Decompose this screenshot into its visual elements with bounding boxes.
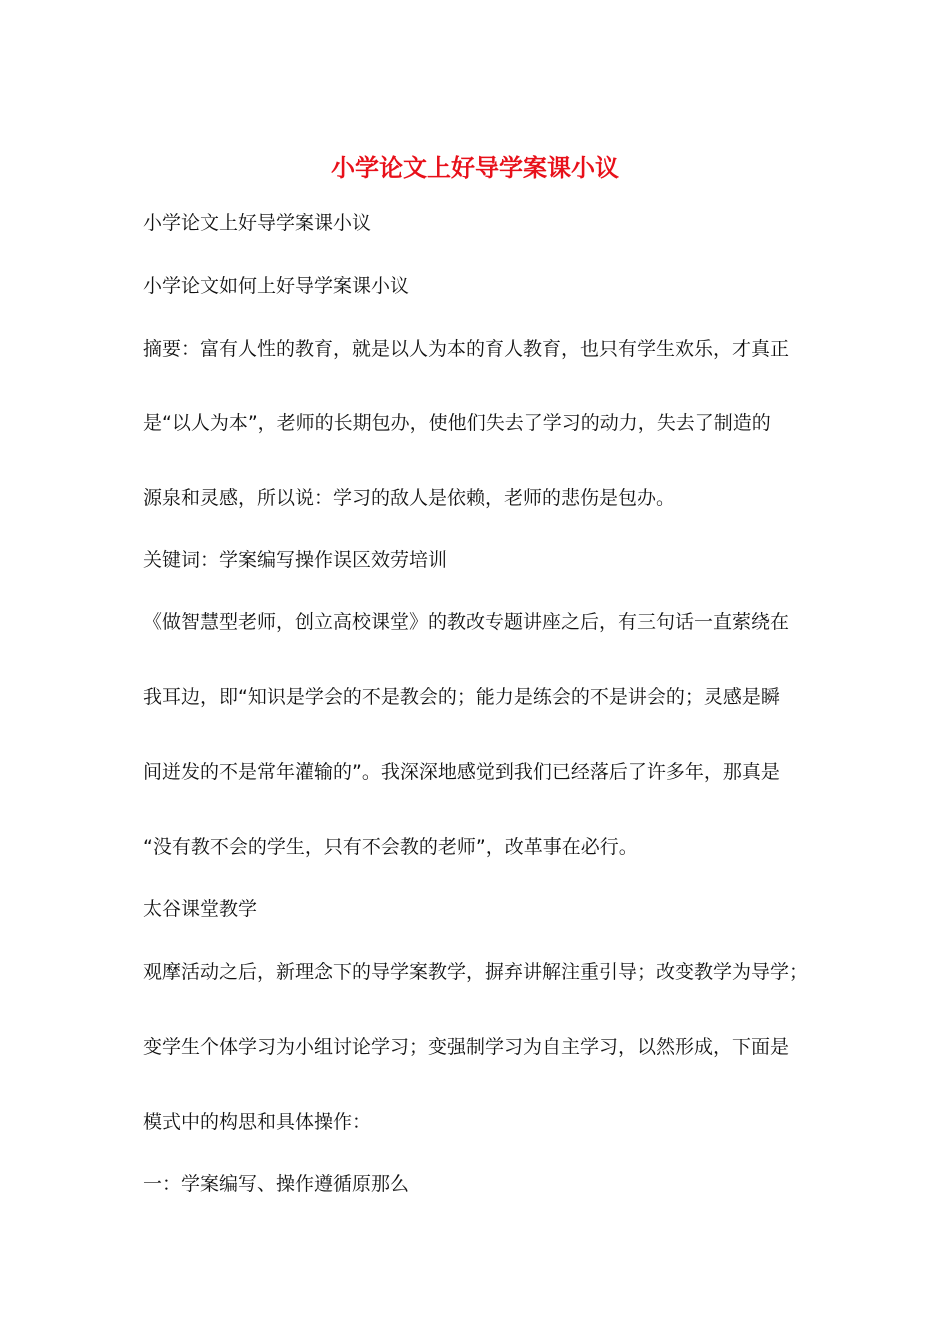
body-paragraph-1-line-2: 我耳边，即“知识是学会的不是教会的；能力是练会的不是讲会的；灵感是瞬 (143, 686, 780, 708)
body-paragraph-2-line-2: 变学生个体学习为小组讨论学习；变强制学习为自主学习，以然形成，下面是 (143, 1036, 790, 1058)
keywords-line: 关键词：学案编写操作误区效劳培训 (143, 549, 448, 571)
heading-one-line: 一：学案编写、操作遵循原那么 (143, 1173, 410, 1195)
document-title: 小学论文上好导学案课小议 (331, 153, 619, 182)
body-paragraph-1-line-3: 间迸发的不是常年灌输的”。我深深地感觉到我们已经落后了许多年，那真是 (143, 761, 780, 783)
abstract-line-3: 源泉和灵感，所以说：学习的敌人是依赖，老师的悲伤是包办。 (143, 487, 676, 509)
body-paragraph-2-line-1: 观摩活动之后，新理念下的导学案教学，摒弃讲解注重引导；改变教学为导学； (143, 961, 809, 983)
body-paragraph-2-line-3: 模式中的构思和具体操作： (143, 1111, 372, 1133)
body-paragraph-1-line-1: 《做智慧型老师，创立高校课堂》的教改专题讲座之后，有三句话一直萦绕在 (143, 611, 790, 633)
body-paragraph-1-line-4: “没有教不会的学生，只有不会教的老师”，改革事在必行。 (143, 836, 638, 858)
subtitle-line-2: 小学论文如何上好导学案课小议 (143, 275, 410, 297)
abstract-line-2: 是“以人为本”，老师的长期包办，使他们失去了学习的动力，失去了制造的 (143, 412, 771, 434)
subtitle-line: 小学论文上好导学案课小议 (143, 212, 372, 234)
abstract-line-1: 摘要：富有人性的教育，就是以人为本的育人教育，也只有学生欢乐，才真正 (143, 338, 790, 360)
section-line: 太谷课堂教学 (143, 898, 258, 920)
